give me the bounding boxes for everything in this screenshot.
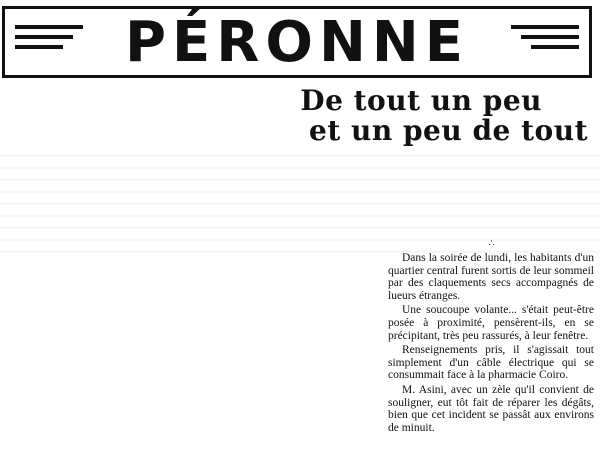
article-paragraph-4: M. Asini, avec un zèle qu'il convient de souligner, eut tôt fait de réparer les dégâts, bien que cet incident se passât aux environs de minuit. <box>388 383 594 434</box>
masthead-rules-right <box>511 25 579 55</box>
masthead-rules-left <box>15 25 83 55</box>
article-paragraph-3: Renseignements pris, il s'agissait tout simplement d'un câble électrique qui se consummait face à la pharmacie Coiro. <box>388 344 594 382</box>
headline-line-1: De tout un peu <box>300 84 542 117</box>
headline-line-2: et un peu de tout <box>309 114 588 147</box>
town-title: PÉRONNE <box>124 10 469 75</box>
article-paragraph-1: Dans la soirée de lundi, les habitants d'un quartier central furent sortis de leur sommeil par des claquements secs accompagnés de lueurs étranges. <box>388 252 594 302</box>
section-ornament: ∴ <box>488 238 494 248</box>
article-column <box>388 238 594 436</box>
masthead <box>2 6 592 78</box>
article-paragraph-2: Une soucoupe volante... s'était peut-être posée à proximité, pensèrent-ils, en se précipitant, très peu rassurés, à leur fenêtre. <box>388 304 594 342</box>
